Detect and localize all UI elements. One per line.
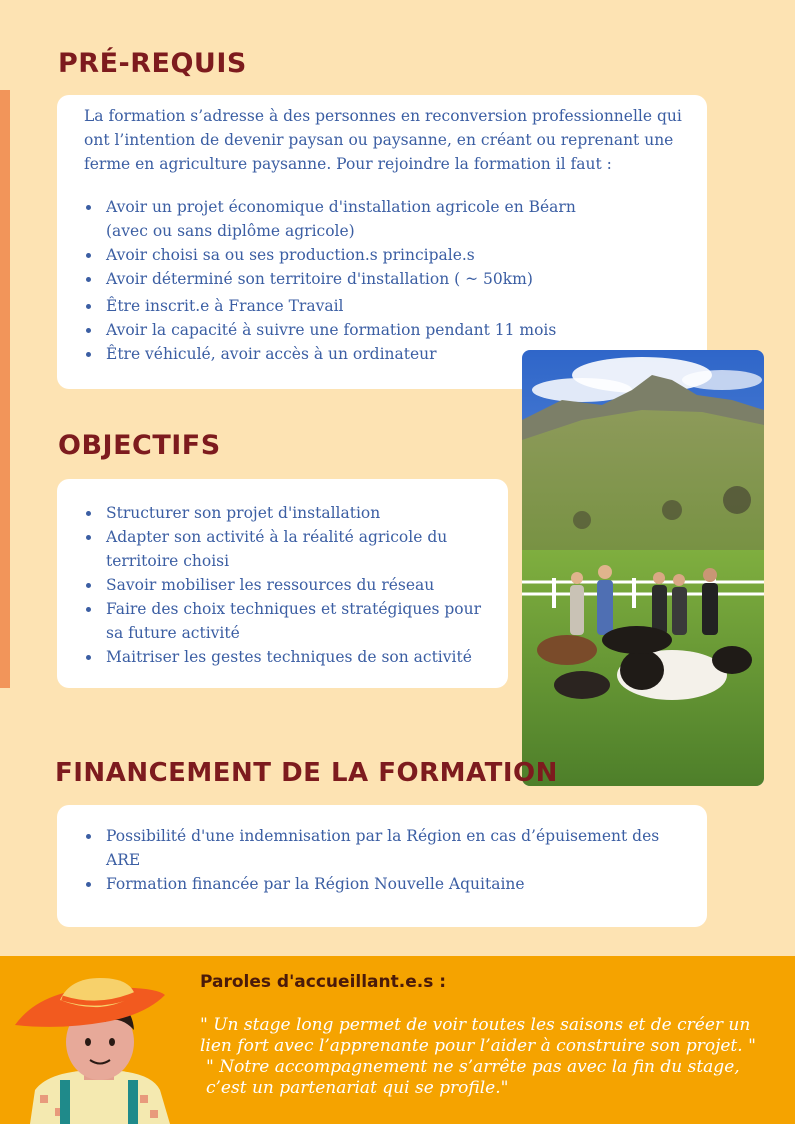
- list-item: • Possibilité d'une indemnisation par la Région en cas d’épuisement des ARE: [102, 824, 697, 872]
- list-item: • Être véhiculé, avoir accès à un ordinateur: [102, 342, 687, 366]
- objectifs-heading: OBJECTIFS: [58, 430, 221, 461]
- testimonial-title: Paroles d'accueillant.e.s :: [200, 972, 447, 992]
- prerequis-intro: La formation s’adresse à des personnes en reconversion professionnelle qui ont l’intention de devenir paysan ou paysanne, en créant ou reprenant une ferme en agriculture paysanne. Pour rejoindre la formation il faut :: [84, 107, 682, 173]
- financement-list: [84, 824, 697, 896]
- accent-bar: [0, 90, 10, 688]
- testimonial-quote: " Notre accompagnement ne s’arrête pas avec la fin du stage, c’est un partenariat qui se profile.": [206, 1057, 740, 1098]
- list-item: • Savoir mobiliser les ressources du réseau: [102, 573, 498, 597]
- farmer-character-illustration: [10, 970, 190, 1124]
- list-item: • Avoir un projet économique d'installation agricole en Béarn (avec ou sans diplôme agricole): [102, 195, 687, 243]
- list-item: • Avoir déterminé son territoire d'installation ( ~ 50km): [102, 267, 687, 291]
- list-item: • Formation financée par la Région Nouvelle Aquitaine: [102, 872, 697, 896]
- list-item: • Avoir la capacité à suivre une formation pendant 11 mois: [102, 318, 687, 342]
- prerequis-card: [57, 95, 707, 389]
- list-item: • Avoir choisi sa ou ses production.s principale.s: [102, 243, 687, 267]
- prerequis-heading: PRÉ-REQUIS: [58, 48, 247, 79]
- testimonial-quotes: [200, 1015, 770, 1099]
- goats-field-photo: [522, 350, 764, 786]
- prerequis-list: [84, 195, 687, 366]
- list-item: • Maitriser les gestes techniques de son activité: [102, 645, 498, 669]
- list-item: • Faire des choix techniques et stratégiques pour sa future activité: [102, 597, 498, 645]
- objectifs-list: [84, 501, 498, 669]
- testimonial-quote: " Un stage long permet de voir toutes les saisons et de créer un lien fort avec l’apprenante pour l’aider à construire son projet. ": [200, 1015, 756, 1056]
- objectifs-card: [57, 479, 508, 688]
- list-item: • Structurer son projet d'installation: [102, 501, 498, 525]
- financement-heading: FINANCEMENT DE LA FORMATION: [55, 758, 558, 788]
- photo-illustration: [522, 350, 764, 786]
- list-item: • Être inscrit.e à France Travail: [102, 294, 687, 318]
- financement-card: [57, 805, 707, 927]
- list-item: • Adapter son activité à la réalité agricole du territoire choisi: [102, 525, 498, 573]
